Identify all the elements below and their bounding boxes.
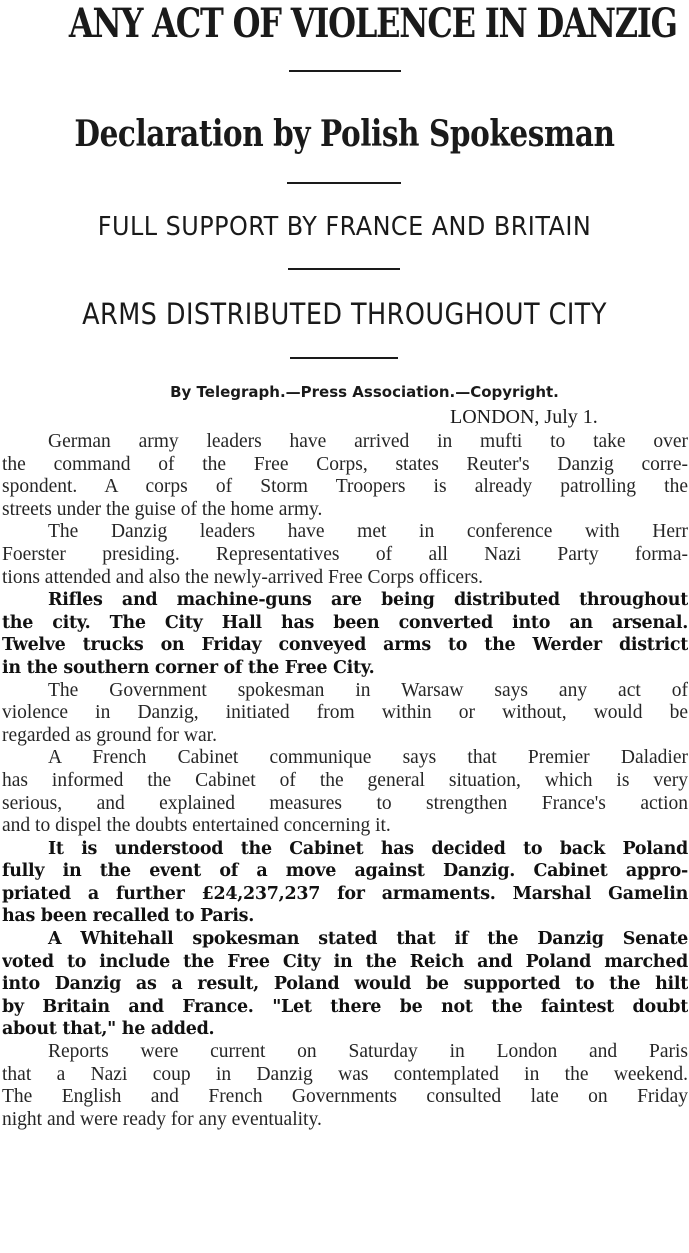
paragraph-line: The Danzig leaders have met in conference with Herr — [48, 521, 688, 543]
dateline: LONDON, July 1. — [450, 406, 598, 428]
paragraph-line: by Britain and France. "Let there be not the faintest doubt — [2, 996, 688, 1017]
paragraph-line: It is understood the Cabinet has decided to back Poland — [48, 838, 688, 859]
deck-two-rule — [290, 357, 398, 359]
paragraph-line: priated a further £24,237,237 for armaments. Marshal Gamelin — [2, 883, 688, 904]
paragraph — [2, 928, 688, 1041]
subheadline: Declaration by Polish Spokesman — [74, 113, 615, 155]
paragraph-line: the command of the Free Corps, states Reuter's Danzig corre- — [2, 453, 688, 475]
paragraph-line: regarded as ground for war. — [2, 724, 217, 746]
paragraph-line: in the southern corner of the Free City. — [2, 657, 375, 678]
paragraph-line: night and were ready for any eventuality. — [2, 1108, 322, 1130]
paragraph — [2, 1041, 688, 1131]
headline: ANY ACT OF VIOLENCE IN DANZIG — [68, 0, 677, 47]
paragraph-line: Twelve trucks on Friday conveyed arms to the Werder district — [2, 635, 688, 656]
paragraph — [2, 521, 688, 589]
paragraph-line: into Danzig as a result, Poland would be supported to the hilt — [2, 974, 688, 995]
paragraph-line: violence in Danzig, initiated from within or without, would be — [2, 702, 688, 724]
subheadline-rule — [287, 182, 401, 184]
byline: By Telegraph.—Press Association.—Copyright. — [170, 383, 559, 401]
paragraph-line: and to dispel the doubts entertained concerning it. — [2, 815, 391, 837]
headline-rule — [289, 70, 401, 72]
paragraph-line: The English and French Governments consulted late on Friday — [2, 1086, 688, 1108]
paragraph-line: A French Cabinet communique says that Premier Daladier — [48, 747, 688, 769]
paragraph-line: spondent. A corps of Storm Troopers is already patrolling the — [2, 476, 688, 498]
paragraph-line: that a Nazi coup in Danzig was contemplated in the weekend. — [2, 1063, 688, 1085]
article-body — [2, 431, 688, 1131]
paragraph-line: tions attended and also the newly-arrived Free Corps officers. — [2, 566, 484, 588]
paragraph-line: the city. The City Hall has been converted into an arsenal. — [2, 612, 688, 633]
paragraph-line: about that," he added. — [2, 1019, 215, 1040]
paragraph-line: Rifles and machine-guns are being distributed throughout — [48, 590, 688, 611]
deck-one-rule — [288, 268, 400, 270]
paragraph-line: serious, and explained measures to strengthen France's action — [2, 792, 688, 814]
paragraph — [2, 431, 688, 521]
paragraph-line: Reports were current on Saturday in London and Paris — [48, 1041, 688, 1063]
paragraph-line: fully in the event of a move against Danzig. Cabinet appro- — [2, 861, 688, 882]
deck-one: FULL SUPPORT BY FRANCE AND BRITAIN — [97, 212, 592, 242]
paragraph — [2, 747, 688, 837]
paragraph-line: has been recalled to Paris. — [2, 906, 255, 927]
deck-two: ARMS DISTRIBUTED THROUGHOUT CITY — [82, 297, 607, 331]
paragraph-line: A Whitehall spokesman stated that if the Danzig Senate — [48, 929, 688, 950]
paragraph-line: The Government spokesman in Warsaw says any act of — [48, 679, 688, 701]
paragraph — [2, 838, 688, 928]
paragraph — [2, 680, 688, 748]
paragraph-line: German army leaders have arrived in mufti to take over — [48, 431, 688, 452]
paragraph — [2, 589, 688, 679]
paragraph-line: voted to include the Free City in the Reich and Poland marched — [2, 951, 688, 972]
paragraph-line: streets under the guise of the home army. — [2, 498, 323, 520]
paragraph-line: Foerster presiding. Representatives of all Nazi Party forma- — [2, 543, 688, 565]
paragraph-line: has informed the Cabinet of the general situation, which is very — [2, 769, 688, 791]
